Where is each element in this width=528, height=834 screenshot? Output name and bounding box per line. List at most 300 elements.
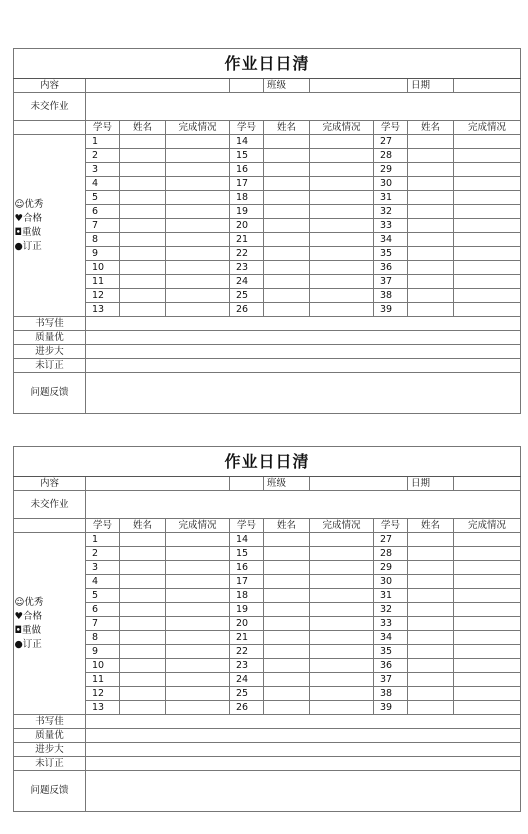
student-name[interactable] bbox=[408, 247, 454, 261]
student-name[interactable] bbox=[264, 659, 310, 673]
student-name[interactable] bbox=[408, 303, 454, 317]
completion-status[interactable] bbox=[166, 135, 230, 149]
student-number: 16 bbox=[230, 561, 264, 575]
student-name[interactable] bbox=[120, 547, 166, 561]
form-title: 作业日日清 bbox=[14, 447, 521, 477]
summary-field[interactable] bbox=[86, 729, 521, 743]
student-name[interactable] bbox=[120, 219, 166, 233]
completion-status[interactable] bbox=[310, 191, 374, 205]
completion-status[interactable] bbox=[166, 303, 230, 317]
summary-field[interactable] bbox=[86, 331, 521, 345]
student-name[interactable] bbox=[408, 687, 454, 701]
student-number: 21 bbox=[230, 233, 264, 247]
student-number: 27 bbox=[374, 533, 408, 547]
student-number: 20 bbox=[230, 617, 264, 631]
completion-status[interactable] bbox=[310, 177, 374, 191]
student-number: 9 bbox=[86, 247, 120, 261]
student-number: 29 bbox=[374, 561, 408, 575]
completion-status[interactable] bbox=[310, 261, 374, 275]
summary-field[interactable] bbox=[86, 743, 521, 757]
completion-status[interactable] bbox=[166, 275, 230, 289]
student-name[interactable] bbox=[408, 701, 454, 715]
completion-status[interactable] bbox=[310, 247, 374, 261]
student-name[interactable] bbox=[264, 687, 310, 701]
student-number: 12 bbox=[86, 289, 120, 303]
student-number: 39 bbox=[374, 701, 408, 715]
student-number: 7 bbox=[86, 617, 120, 631]
student-name[interactable] bbox=[120, 149, 166, 163]
date-label: 日期 bbox=[408, 79, 454, 93]
student-number: 7 bbox=[86, 219, 120, 233]
student-name[interactable] bbox=[120, 205, 166, 219]
completion-status[interactable] bbox=[166, 149, 230, 163]
student-name[interactable] bbox=[264, 603, 310, 617]
completion-status[interactable] bbox=[454, 247, 521, 261]
completion-status[interactable] bbox=[310, 303, 374, 317]
completion-status[interactable] bbox=[310, 603, 374, 617]
student-name[interactable] bbox=[264, 589, 310, 603]
student-name[interactable] bbox=[120, 275, 166, 289]
student-number: 27 bbox=[374, 135, 408, 149]
student-number: 25 bbox=[230, 289, 264, 303]
completion-status[interactable] bbox=[310, 673, 374, 687]
student-name[interactable] bbox=[120, 631, 166, 645]
student-name[interactable] bbox=[264, 701, 310, 715]
student-name[interactable] bbox=[408, 205, 454, 219]
student-number: 16 bbox=[230, 163, 264, 177]
feedback-label: 问题反馈 bbox=[14, 373, 86, 414]
completion-status[interactable] bbox=[454, 645, 521, 659]
student-number: 33 bbox=[374, 219, 408, 233]
completion-status[interactable] bbox=[166, 261, 230, 275]
student-number: 4 bbox=[86, 575, 120, 589]
student-name[interactable] bbox=[408, 589, 454, 603]
student-name[interactable] bbox=[408, 219, 454, 233]
completion-status[interactable] bbox=[166, 603, 230, 617]
student-number: 18 bbox=[230, 589, 264, 603]
completion-status[interactable] bbox=[454, 533, 521, 547]
student-name[interactable] bbox=[120, 177, 166, 191]
completion-status[interactable] bbox=[454, 589, 521, 603]
completion-status[interactable] bbox=[454, 191, 521, 205]
completion-status[interactable] bbox=[310, 575, 374, 589]
column-header: 完成情况 bbox=[454, 121, 521, 135]
student-number: 34 bbox=[374, 631, 408, 645]
column-header: 学号 bbox=[230, 121, 264, 135]
completion-status[interactable] bbox=[454, 659, 521, 673]
completion-status[interactable] bbox=[310, 275, 374, 289]
student-name[interactable] bbox=[264, 149, 310, 163]
legend-item: ☺优秀 bbox=[14, 198, 44, 210]
student-number: 37 bbox=[374, 275, 408, 289]
completion-status[interactable] bbox=[454, 603, 521, 617]
class-label: 班级 bbox=[264, 477, 310, 491]
completion-status[interactable] bbox=[166, 205, 230, 219]
header-blank bbox=[14, 519, 86, 533]
completion-status[interactable] bbox=[454, 177, 521, 191]
completion-status[interactable] bbox=[454, 617, 521, 631]
student-number: 6 bbox=[86, 603, 120, 617]
student-name[interactable] bbox=[120, 135, 166, 149]
student-name[interactable] bbox=[264, 163, 310, 177]
column-header: 姓名 bbox=[408, 519, 454, 533]
content-field[interactable] bbox=[86, 79, 230, 93]
student-number: 20 bbox=[230, 219, 264, 233]
legend-item: ◘重做 bbox=[14, 624, 42, 636]
student-number: 32 bbox=[374, 205, 408, 219]
student-number: 11 bbox=[86, 673, 120, 687]
student-number: 6 bbox=[86, 205, 120, 219]
student-number: 5 bbox=[86, 589, 120, 603]
student-name[interactable] bbox=[120, 617, 166, 631]
student-name[interactable] bbox=[408, 163, 454, 177]
student-number: 25 bbox=[230, 687, 264, 701]
legend-item: ☺优秀 bbox=[14, 596, 44, 608]
summary-label: 质量优 bbox=[14, 729, 86, 743]
legend-item: ●订正 bbox=[14, 638, 42, 650]
summary-label: 质量优 bbox=[14, 331, 86, 345]
completion-status[interactable] bbox=[454, 275, 521, 289]
student-name[interactable] bbox=[120, 261, 166, 275]
student-number: 17 bbox=[230, 177, 264, 191]
student-number: 2 bbox=[86, 547, 120, 561]
completion-status[interactable] bbox=[166, 589, 230, 603]
student-number: 12 bbox=[86, 687, 120, 701]
student-name[interactable] bbox=[264, 303, 310, 317]
column-header: 姓名 bbox=[408, 121, 454, 135]
completion-status[interactable] bbox=[166, 561, 230, 575]
completion-status[interactable] bbox=[166, 177, 230, 191]
feedback-field[interactable] bbox=[86, 373, 521, 414]
completion-status[interactable] bbox=[166, 673, 230, 687]
completion-status[interactable] bbox=[454, 701, 521, 715]
completion-status[interactable] bbox=[310, 659, 374, 673]
homework-table bbox=[13, 446, 521, 812]
student-name[interactable] bbox=[408, 603, 454, 617]
student-number: 17 bbox=[230, 575, 264, 589]
student-name[interactable] bbox=[264, 289, 310, 303]
completion-status[interactable] bbox=[454, 289, 521, 303]
student-name[interactable] bbox=[120, 289, 166, 303]
completion-status[interactable] bbox=[454, 205, 521, 219]
student-number: 15 bbox=[230, 547, 264, 561]
completion-status[interactable] bbox=[310, 687, 374, 701]
student-number: 38 bbox=[374, 289, 408, 303]
completion-status[interactable] bbox=[166, 645, 230, 659]
student-number: 19 bbox=[230, 603, 264, 617]
completion-status[interactable] bbox=[454, 561, 521, 575]
student-number: 1 bbox=[86, 135, 120, 149]
student-name[interactable] bbox=[408, 177, 454, 191]
summary-label: 未订正 bbox=[14, 757, 86, 771]
student-number: 11 bbox=[86, 275, 120, 289]
completion-status[interactable] bbox=[166, 533, 230, 547]
missing-homework-label: 未交作业 bbox=[14, 93, 86, 121]
student-name[interactable] bbox=[408, 289, 454, 303]
class-field[interactable] bbox=[310, 477, 408, 491]
student-number: 3 bbox=[86, 561, 120, 575]
student-number: 14 bbox=[230, 533, 264, 547]
student-name[interactable] bbox=[120, 561, 166, 575]
legend-item: ♥合格 bbox=[14, 610, 43, 622]
completion-status[interactable] bbox=[310, 289, 374, 303]
student-name[interactable] bbox=[408, 617, 454, 631]
completion-status[interactable] bbox=[454, 219, 521, 233]
student-name[interactable] bbox=[120, 163, 166, 177]
homework-table bbox=[13, 48, 521, 414]
completion-status[interactable] bbox=[166, 659, 230, 673]
completion-status[interactable] bbox=[454, 135, 521, 149]
column-header: 姓名 bbox=[120, 519, 166, 533]
student-number: 24 bbox=[230, 673, 264, 687]
student-number: 29 bbox=[374, 163, 408, 177]
student-number: 21 bbox=[230, 631, 264, 645]
student-name[interactable] bbox=[120, 687, 166, 701]
feedback-label: 问题反馈 bbox=[14, 771, 86, 812]
student-name[interactable] bbox=[264, 135, 310, 149]
student-number: 33 bbox=[374, 617, 408, 631]
completion-status[interactable] bbox=[310, 617, 374, 631]
student-number: 22 bbox=[230, 247, 264, 261]
student-number: 39 bbox=[374, 303, 408, 317]
student-name[interactable] bbox=[264, 177, 310, 191]
student-name[interactable] bbox=[408, 261, 454, 275]
date-field[interactable] bbox=[454, 79, 521, 93]
student-name[interactable] bbox=[120, 575, 166, 589]
feedback-field[interactable] bbox=[86, 771, 521, 812]
completion-status[interactable] bbox=[454, 575, 521, 589]
student-name[interactable] bbox=[408, 533, 454, 547]
student-name[interactable] bbox=[264, 205, 310, 219]
completion-status[interactable] bbox=[310, 547, 374, 561]
student-name[interactable] bbox=[264, 617, 310, 631]
summary-label: 进步大 bbox=[14, 345, 86, 359]
student-name[interactable] bbox=[120, 233, 166, 247]
summary-field[interactable] bbox=[86, 715, 521, 729]
completion-status[interactable] bbox=[310, 533, 374, 547]
student-name[interactable] bbox=[120, 247, 166, 261]
student-name[interactable] bbox=[120, 191, 166, 205]
student-name[interactable] bbox=[408, 561, 454, 575]
student-name[interactable] bbox=[264, 561, 310, 575]
student-number: 1 bbox=[86, 533, 120, 547]
legend-item: ◘重做 bbox=[14, 226, 42, 238]
column-header: 学号 bbox=[230, 519, 264, 533]
student-number: 28 bbox=[374, 149, 408, 163]
student-number: 13 bbox=[86, 303, 120, 317]
student-number: 13 bbox=[86, 701, 120, 715]
completion-status[interactable] bbox=[454, 687, 521, 701]
completion-status[interactable] bbox=[310, 149, 374, 163]
completion-status[interactable] bbox=[166, 701, 230, 715]
student-number: 8 bbox=[86, 233, 120, 247]
homework-sheet bbox=[13, 446, 520, 812]
header-blank bbox=[14, 121, 86, 135]
summary-field[interactable] bbox=[86, 345, 521, 359]
completion-status[interactable] bbox=[166, 631, 230, 645]
student-number: 4 bbox=[86, 177, 120, 191]
student-name[interactable] bbox=[264, 673, 310, 687]
date-label: 日期 bbox=[408, 477, 454, 491]
student-number: 26 bbox=[230, 701, 264, 715]
column-header: 完成情况 bbox=[310, 519, 374, 533]
student-name[interactable] bbox=[120, 673, 166, 687]
legend-list bbox=[15, 596, 85, 652]
student-name[interactable] bbox=[264, 533, 310, 547]
student-name[interactable] bbox=[120, 701, 166, 715]
student-number: 37 bbox=[374, 673, 408, 687]
completion-status[interactable] bbox=[166, 575, 230, 589]
student-name[interactable] bbox=[120, 303, 166, 317]
column-header: 学号 bbox=[86, 519, 120, 533]
student-name[interactable] bbox=[408, 547, 454, 561]
student-number: 10 bbox=[86, 659, 120, 673]
missing-homework-field[interactable] bbox=[86, 93, 521, 121]
completion-status[interactable] bbox=[166, 289, 230, 303]
status-legend bbox=[14, 135, 86, 317]
student-number: 34 bbox=[374, 233, 408, 247]
student-name[interactable] bbox=[264, 547, 310, 561]
completion-status[interactable] bbox=[166, 247, 230, 261]
student-number: 36 bbox=[374, 261, 408, 275]
completion-status[interactable] bbox=[166, 617, 230, 631]
legend-item: ●订正 bbox=[14, 240, 42, 252]
student-name[interactable] bbox=[408, 673, 454, 687]
student-number: 30 bbox=[374, 575, 408, 589]
content-field[interactable] bbox=[86, 477, 230, 491]
column-header: 学号 bbox=[86, 121, 120, 135]
completion-status[interactable] bbox=[166, 191, 230, 205]
completion-status[interactable] bbox=[310, 561, 374, 575]
student-name[interactable] bbox=[408, 135, 454, 149]
completion-status[interactable] bbox=[454, 673, 521, 687]
status-legend bbox=[14, 533, 86, 715]
missing-homework-field[interactable] bbox=[86, 491, 521, 519]
student-number: 19 bbox=[230, 205, 264, 219]
student-number: 8 bbox=[86, 631, 120, 645]
completion-status[interactable] bbox=[310, 631, 374, 645]
student-number: 23 bbox=[230, 261, 264, 275]
completion-status[interactable] bbox=[310, 219, 374, 233]
summary-label: 未订正 bbox=[14, 359, 86, 373]
student-name[interactable] bbox=[120, 645, 166, 659]
student-name[interactable] bbox=[408, 631, 454, 645]
summary-field[interactable] bbox=[86, 359, 521, 373]
content-label: 内容 bbox=[14, 79, 86, 93]
blank-cell bbox=[230, 79, 264, 93]
student-name[interactable] bbox=[408, 659, 454, 673]
date-field[interactable] bbox=[454, 477, 521, 491]
student-name[interactable] bbox=[408, 275, 454, 289]
content-label: 内容 bbox=[14, 477, 86, 491]
student-name[interactable] bbox=[264, 631, 310, 645]
summary-label: 进步大 bbox=[14, 743, 86, 757]
column-header: 姓名 bbox=[264, 519, 310, 533]
student-name[interactable] bbox=[408, 645, 454, 659]
summary-field[interactable] bbox=[86, 757, 521, 771]
summary-label: 书写佳 bbox=[14, 317, 86, 331]
student-name[interactable] bbox=[408, 233, 454, 247]
student-name[interactable] bbox=[264, 233, 310, 247]
class-label: 班级 bbox=[264, 79, 310, 93]
completion-status[interactable] bbox=[166, 547, 230, 561]
student-name[interactable] bbox=[408, 149, 454, 163]
student-name[interactable] bbox=[264, 191, 310, 205]
student-name[interactable] bbox=[264, 575, 310, 589]
student-number: 22 bbox=[230, 645, 264, 659]
column-header: 姓名 bbox=[120, 121, 166, 135]
student-number: 15 bbox=[230, 149, 264, 163]
legend-item: ♥合格 bbox=[14, 212, 43, 224]
completion-status[interactable] bbox=[310, 233, 374, 247]
completion-status[interactable] bbox=[166, 219, 230, 233]
class-field[interactable] bbox=[310, 79, 408, 93]
column-header: 完成情况 bbox=[454, 519, 521, 533]
blank-cell bbox=[230, 477, 264, 491]
student-name[interactable] bbox=[264, 645, 310, 659]
completion-status[interactable] bbox=[310, 589, 374, 603]
completion-status[interactable] bbox=[166, 687, 230, 701]
student-name[interactable] bbox=[408, 575, 454, 589]
student-number: 30 bbox=[374, 177, 408, 191]
completion-status[interactable] bbox=[310, 701, 374, 715]
student-name[interactable] bbox=[264, 275, 310, 289]
student-number: 35 bbox=[374, 247, 408, 261]
completion-status[interactable] bbox=[454, 163, 521, 177]
student-number: 10 bbox=[86, 261, 120, 275]
column-header: 完成情况 bbox=[310, 121, 374, 135]
student-name[interactable] bbox=[264, 247, 310, 261]
student-number: 24 bbox=[230, 275, 264, 289]
student-number: 2 bbox=[86, 149, 120, 163]
completion-status[interactable] bbox=[454, 631, 521, 645]
completion-status[interactable] bbox=[310, 163, 374, 177]
student-name[interactable] bbox=[120, 603, 166, 617]
student-name[interactable] bbox=[120, 533, 166, 547]
column-header: 姓名 bbox=[264, 121, 310, 135]
completion-status[interactable] bbox=[166, 233, 230, 247]
student-name[interactable] bbox=[264, 261, 310, 275]
summary-label: 书写佳 bbox=[14, 715, 86, 729]
completion-status[interactable] bbox=[310, 645, 374, 659]
student-name[interactable] bbox=[120, 589, 166, 603]
summary-field[interactable] bbox=[86, 317, 521, 331]
completion-status[interactable] bbox=[310, 205, 374, 219]
column-header: 学号 bbox=[374, 121, 408, 135]
student-number: 31 bbox=[374, 191, 408, 205]
column-header: 完成情况 bbox=[166, 121, 230, 135]
completion-status[interactable] bbox=[166, 163, 230, 177]
student-number: 3 bbox=[86, 163, 120, 177]
student-number: 23 bbox=[230, 659, 264, 673]
student-number: 36 bbox=[374, 659, 408, 673]
completion-status[interactable] bbox=[454, 233, 521, 247]
student-number: 14 bbox=[230, 135, 264, 149]
completion-status[interactable] bbox=[454, 303, 521, 317]
completion-status[interactable] bbox=[310, 135, 374, 149]
student-name[interactable] bbox=[408, 191, 454, 205]
student-name[interactable] bbox=[264, 219, 310, 233]
student-name[interactable] bbox=[120, 659, 166, 673]
column-header: 完成情况 bbox=[166, 519, 230, 533]
completion-status[interactable] bbox=[454, 547, 521, 561]
student-number: 38 bbox=[374, 687, 408, 701]
completion-status[interactable] bbox=[454, 149, 521, 163]
student-number: 5 bbox=[86, 191, 120, 205]
student-number: 32 bbox=[374, 603, 408, 617]
homework-sheet bbox=[13, 48, 520, 414]
completion-status[interactable] bbox=[454, 261, 521, 275]
